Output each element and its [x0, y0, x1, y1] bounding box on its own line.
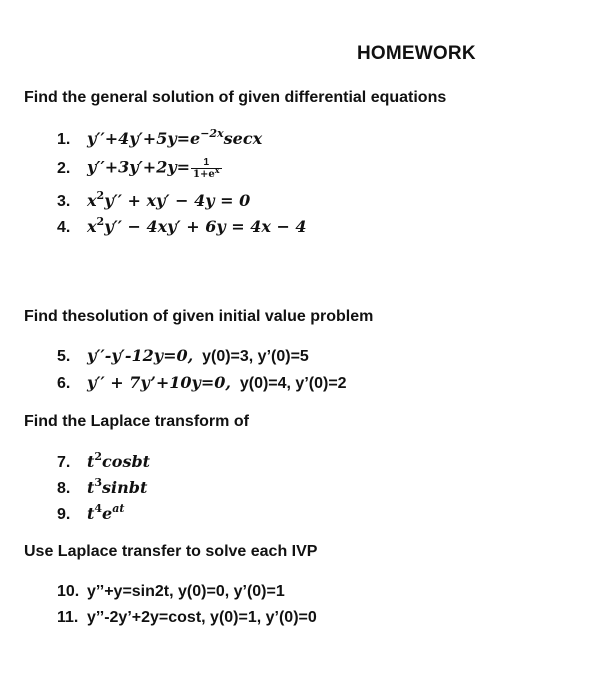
exponent: 2 [96, 189, 105, 202]
fraction [191, 157, 221, 180]
function: e [102, 504, 113, 523]
problem-2 [57, 157, 222, 180]
variable: x [87, 217, 97, 236]
problem-number: 4. [57, 219, 71, 236]
base: t [87, 478, 95, 497]
problem-text: y’’-2y’+2y=cost, y(0)=1, y’(0)=0 [87, 609, 317, 626]
fraction-denominator [191, 165, 221, 180]
initial-conditions: y(0)=4, y’(0)=2 [239, 375, 347, 392]
problem-7 [57, 452, 150, 472]
problem-10 [57, 583, 285, 601]
problem-number: 5. [57, 348, 71, 365]
problem-number: 10. [57, 583, 80, 600]
equation-rest: y′′ + xy′ − 4y = 0 [104, 191, 251, 210]
function-exponent: at [112, 502, 125, 515]
section-heading-general-solution: Find the general solution of given differential equations [24, 89, 447, 106]
problem-9 [57, 504, 124, 524]
initial-conditions: y(0)=3, y’(0)=5 [202, 348, 309, 365]
exponent: 3 [94, 476, 103, 489]
problem-8 [57, 478, 147, 498]
problem-4 [57, 217, 307, 237]
exponent: 4 [94, 502, 103, 515]
equation-rest: y′′ − 4xy′ + 6y = 4x − 4 [104, 217, 307, 236]
equation: y′′ + 7y’+10y=0, [87, 373, 231, 392]
base: t [87, 504, 95, 523]
problem-1 [57, 129, 262, 149]
problem-text: y’’+y=sin2t, y(0)=0, y’(0)=1 [87, 583, 285, 600]
fraction-numerator: 1 [191, 157, 221, 169]
problem-number: 7. [57, 454, 71, 471]
section-heading-laplace-ivp: Use Laplace transfer to solve each IVP [24, 543, 318, 560]
denominator-base: 1+e [193, 169, 215, 180]
function: cosbt [102, 452, 151, 471]
equation-tail: secx [223, 129, 263, 148]
exponent: 2 [94, 450, 103, 463]
function: sinbt [102, 478, 148, 497]
problem-6 [57, 373, 347, 393]
problem-number: 2. [57, 159, 71, 177]
problem-number: 11. [57, 609, 79, 626]
problem-number: 8. [57, 480, 71, 497]
problem-number: 3. [57, 193, 71, 210]
exp-base: e [190, 129, 201, 148]
problem-number: 6. [57, 375, 71, 392]
exponent: −2x [200, 127, 224, 140]
problem-3 [57, 191, 250, 211]
section-heading-laplace: Find the Laplace transform of [24, 413, 249, 430]
denominator-exponent: x [214, 165, 220, 175]
section-heading-ivp: Find thesolution of given initial value problem [24, 308, 374, 325]
problem-number: 1. [57, 131, 71, 148]
equation-lhs: y′′+4y′+5y= [87, 129, 191, 148]
exponent: 2 [96, 215, 105, 228]
equation: y′′-y′-12y=0, [87, 346, 194, 365]
equation-lhs: y′′+3y′+2y= [87, 157, 191, 177]
base: t [87, 452, 95, 471]
problem-11 [57, 609, 317, 627]
page-title: HOMEWORK [357, 43, 476, 64]
variable: x [87, 191, 97, 210]
problem-number: 9. [57, 506, 71, 523]
problem-5 [57, 346, 309, 366]
